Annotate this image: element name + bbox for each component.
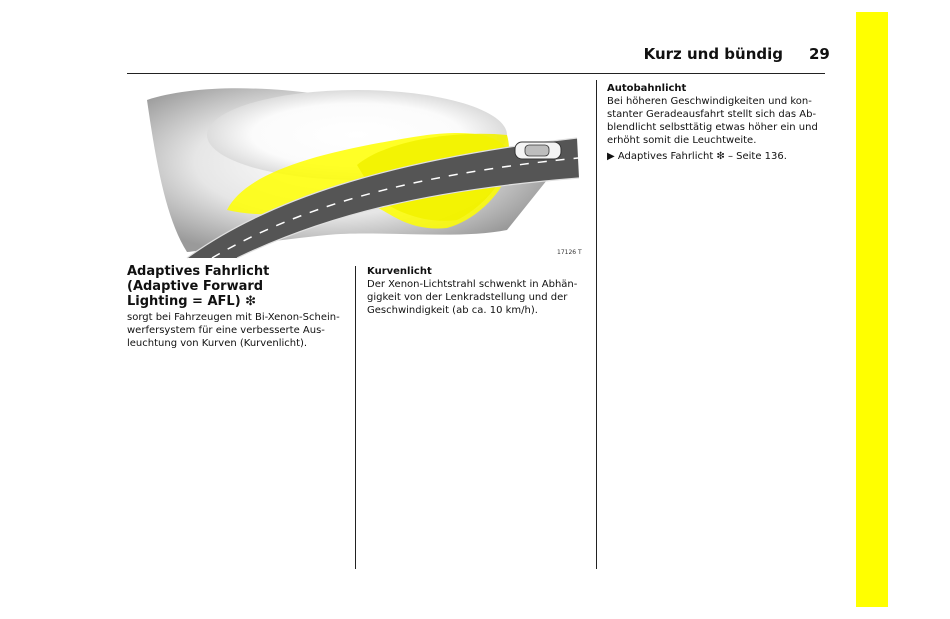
text-line: blendlicht selbsttätig etwas höher ein und bbox=[607, 122, 818, 133]
text-line: werfersystem für eine verbesserte Aus- bbox=[127, 325, 325, 336]
autobahnlicht-heading: Autobahnlicht bbox=[607, 83, 687, 94]
column-divider-2 bbox=[596, 80, 597, 569]
header-divider bbox=[127, 73, 825, 74]
page-reference-link[interactable]: ▶ Adaptives Fahrlicht ❇ – Seite 136. bbox=[607, 151, 787, 162]
kurvenlicht-section bbox=[367, 265, 592, 317]
figure-number: 17126 T bbox=[557, 249, 582, 256]
text-line: Der Xenon-Lichtstrahl schwenkt in Abhän- bbox=[367, 279, 578, 290]
chapter-tab-marker bbox=[856, 12, 888, 607]
text-line: stanter Geradeausfahrt stellt sich das Ab- bbox=[607, 109, 817, 120]
page-number: 29 bbox=[809, 45, 830, 63]
column-divider-1 bbox=[355, 266, 356, 569]
text-line: Geschwindigkeit (ab ca. 10 km/h). bbox=[367, 305, 538, 316]
text-line: leuchtung von Kurven (Kurvenlicht). bbox=[127, 338, 308, 349]
afl-heading bbox=[127, 264, 347, 309]
text-line: gigkeit von der Lenkradstellung und der bbox=[367, 292, 568, 303]
text-line: erhöht somit die Leuchtweite. bbox=[607, 135, 757, 146]
afl-heading-line: Lighting = AFL) ❇ bbox=[127, 294, 257, 309]
text-line: sorgt bei Fahrzeugen mit Bi-Xenon-Schein- bbox=[127, 312, 340, 323]
car-shape bbox=[515, 142, 561, 159]
autobahnlicht-section bbox=[607, 82, 832, 163]
afl-heading-line: (Adaptive Forward bbox=[127, 279, 264, 294]
afl-description bbox=[127, 311, 352, 350]
afl-illustration bbox=[127, 80, 585, 260]
text-line: Bei höheren Geschwindigkeiten und kon- bbox=[607, 96, 812, 107]
afl-heading-line: Adaptives Fahrlicht bbox=[127, 264, 270, 279]
kurvenlicht-heading: Kurvenlicht bbox=[367, 266, 432, 277]
section-title: Kurz und bündig bbox=[643, 45, 783, 63]
